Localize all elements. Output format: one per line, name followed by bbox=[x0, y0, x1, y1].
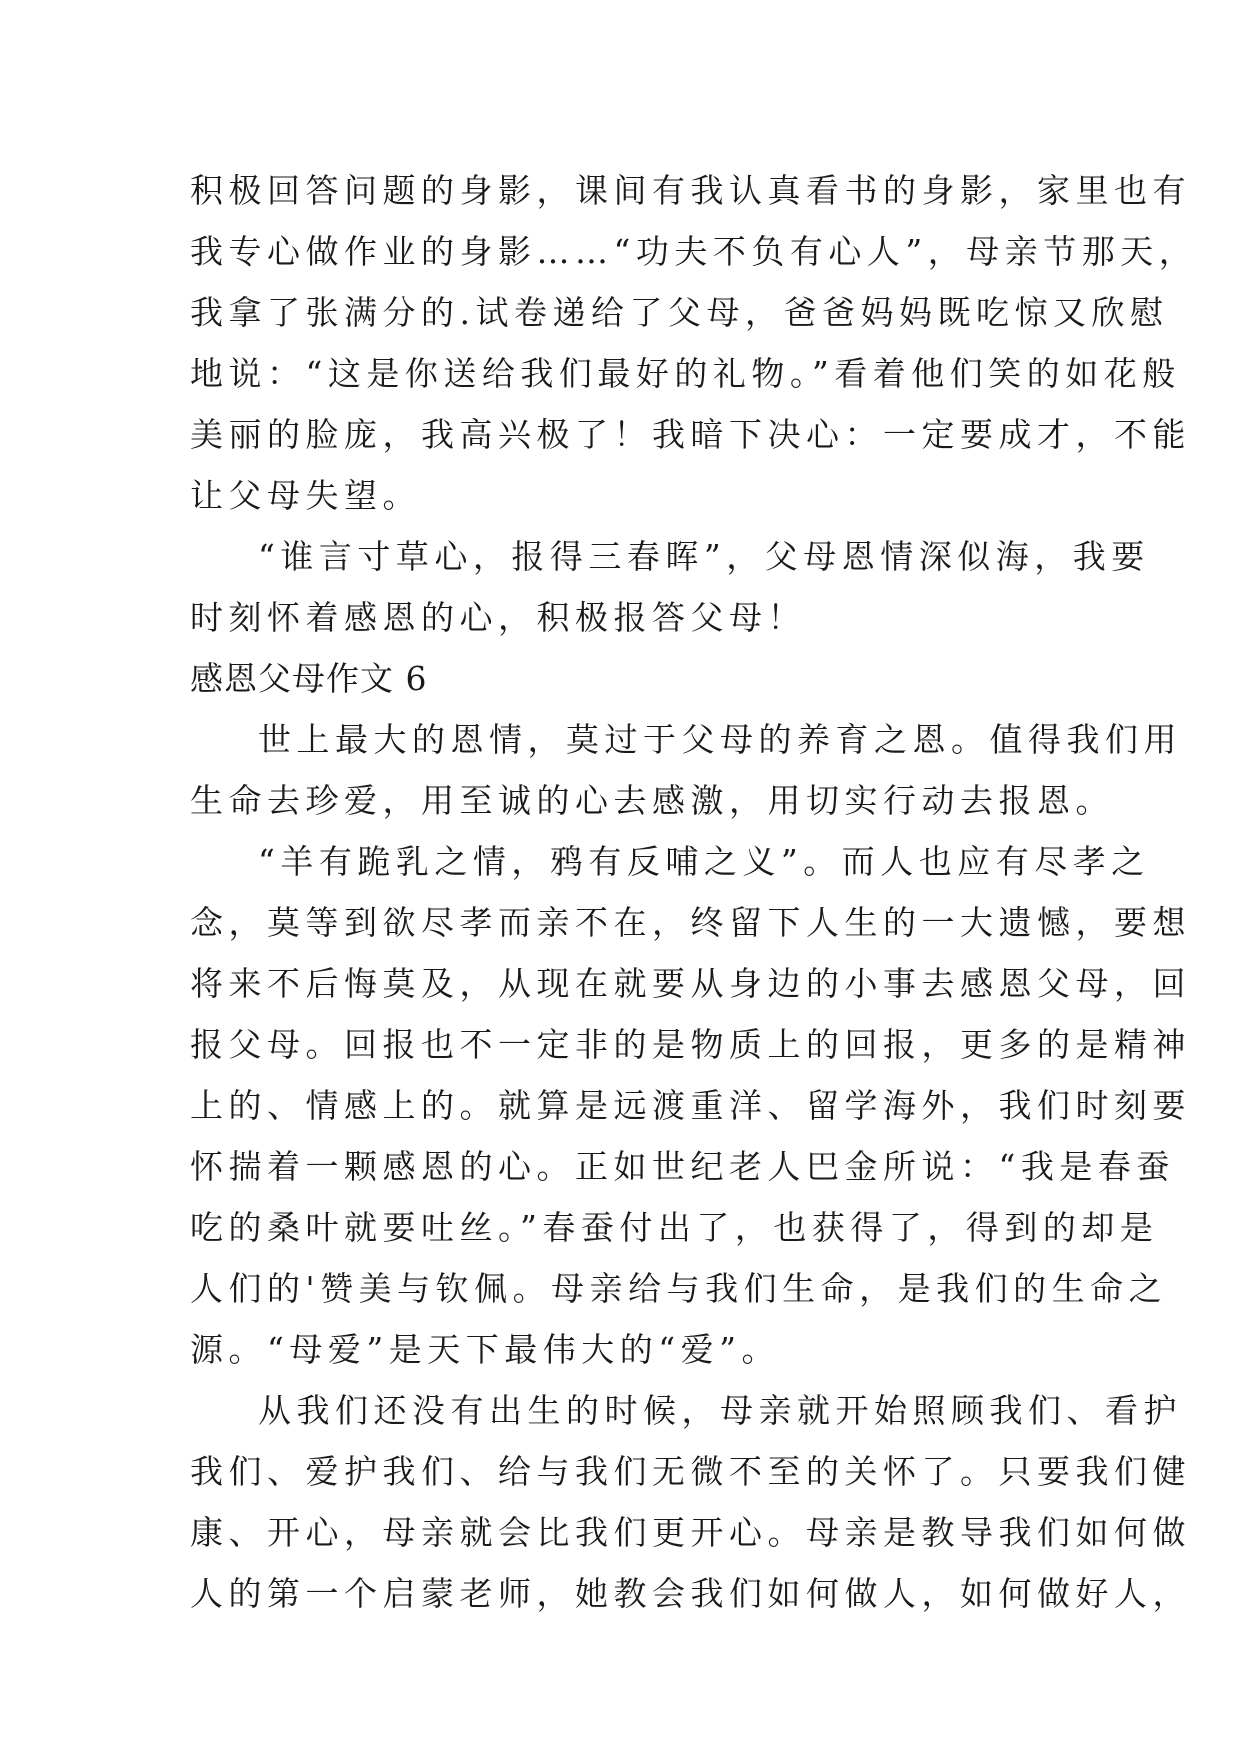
paragraph-start-line: 从我们还没有出生的时候，母亲就开始照顾我们、看护 bbox=[258, 1391, 1182, 1430]
text-line: 我们、爱护我们、给与我们无微不至的关怀了。只要我们健 bbox=[190, 1452, 1191, 1491]
text-line: 我专心做作业的身影……“功夫不负有心人”，母亲节那天， bbox=[190, 232, 1198, 271]
paragraph-start-line: “羊有跪乳之情，鸦有反哺之义”。而人也应有尽孝之 bbox=[258, 842, 1150, 881]
text-line: 吃的桑叶就要吐丝。”春蚕付出了，也获得了，得到的却是 bbox=[190, 1208, 1159, 1247]
text-line: 生命去珍爱，用至诚的心去感激，用切实行动去报恩。 bbox=[190, 781, 1114, 820]
text-line: 报父母。回报也不一定非的是物质上的回报，更多的是精神 bbox=[190, 1025, 1191, 1064]
text-line: 上的、情感上的。就算是远渡重洋、留学海外，我们时刻要 bbox=[190, 1086, 1191, 1125]
text-line: 人的第一个启蒙老师，她教会我们如何做人，如何做好人， bbox=[190, 1574, 1191, 1613]
text-line: 时刻怀着感恩的心，积极报答父母！ bbox=[190, 598, 806, 637]
text-line: 积极回答问题的身影，课间有我认真看书的身影，家里也有 bbox=[190, 171, 1191, 210]
text-line: 源。“母爱”是天下最伟大的“爱”。 bbox=[190, 1330, 780, 1369]
text-line: 人们的'赞美与钦佩。母亲给与我们生命，是我们的生命之 bbox=[190, 1269, 1168, 1308]
paragraph-start-line: “谁言寸草心，报得三春晖”，父母恩情深似海，我要 bbox=[258, 537, 1150, 576]
text-line: 将来不后悔莫及，从现在就要从身边的小事去感恩父母，回 bbox=[190, 964, 1191, 1003]
section-heading: 感恩父母作文 6 bbox=[190, 659, 428, 698]
text-line: 怀揣着一颗感恩的心。正如世纪老人巴金所说：“我是春蚕 bbox=[190, 1147, 1175, 1186]
paragraph-start-line: 世上最大的恩情，莫过于父母的养育之恩。值得我们用 bbox=[258, 720, 1182, 759]
text-line: 美丽的脸庞，我高兴极了！我暗下决心：一定要成才，不能 bbox=[190, 415, 1191, 454]
essay-body bbox=[190, 160, 1198, 1624]
text-line: 地说：“这是你送给我们最好的礼物。”看着他们笑的如花般 bbox=[190, 354, 1181, 393]
text-line: 让父母失望。 bbox=[190, 476, 421, 515]
text-line: 念，莫等到欲尽孝而亲不在，终留下人生的一大遗憾，要想 bbox=[190, 903, 1191, 942]
text-line: 我拿了张满分的.试卷递给了父母，爸爸妈妈既吃惊又欣慰 bbox=[190, 293, 1169, 332]
text-line: 康、开心，母亲就会比我们更开心。母亲是教导我们如何做 bbox=[190, 1513, 1191, 1552]
